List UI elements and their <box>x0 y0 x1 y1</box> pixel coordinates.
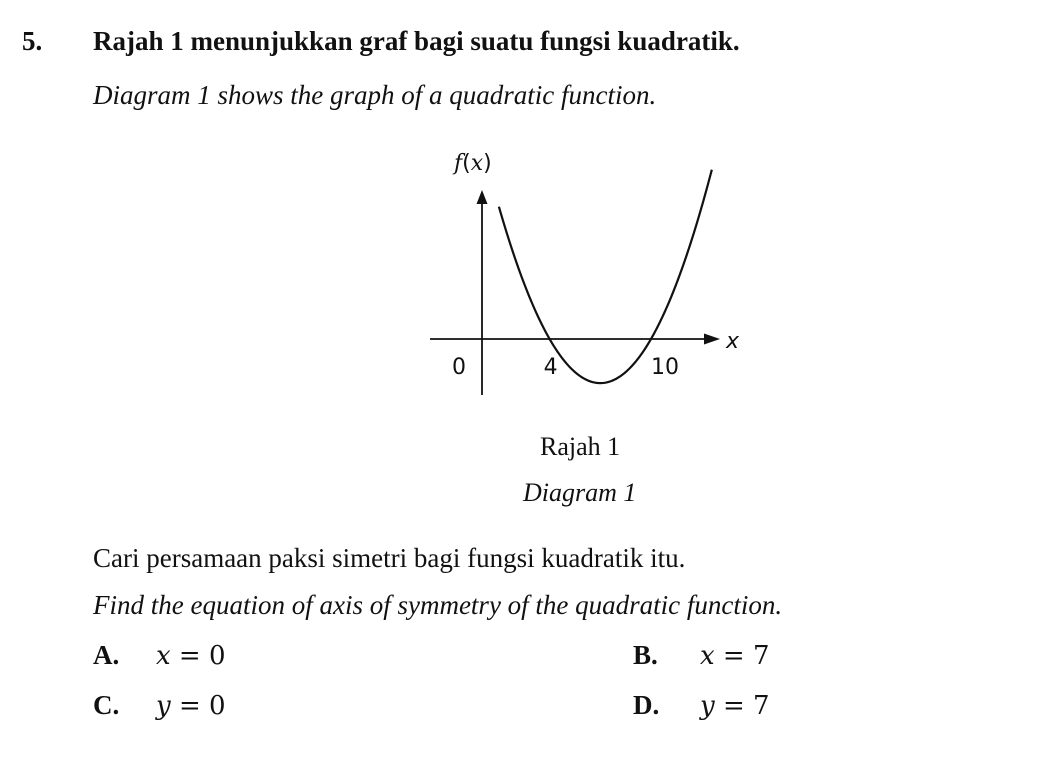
option-value: = 7 <box>714 641 770 671</box>
x-tick-label: 4 <box>543 355 558 380</box>
option-letter: A. <box>93 640 120 670</box>
quadratic-graph <box>420 140 760 410</box>
x-axis-label: x <box>726 329 740 354</box>
option-value: = 7 <box>714 691 770 721</box>
x-axis-arrow <box>704 334 720 345</box>
option-letter: C. <box>93 690 120 720</box>
y-axis-label: f(x) <box>454 151 492 176</box>
option-letter: B. <box>633 640 658 670</box>
option-b[interactable] <box>633 640 658 671</box>
option-c-expression <box>156 691 226 721</box>
question-number: 5. <box>22 26 43 56</box>
option-b-expression <box>700 641 770 671</box>
option-a-expression <box>156 641 226 671</box>
question-stem-english: Diagram 1 shows the graph of a quadratic function. <box>93 80 657 110</box>
option-variable: x <box>156 641 171 671</box>
option-variable: y <box>700 691 715 721</box>
task-malay: Cari persamaan paksi simetri bagi fungsi kuadratik itu. <box>93 543 686 573</box>
option-variable: y <box>156 691 171 721</box>
option-d[interactable] <box>633 690 659 721</box>
parabola-curve <box>499 170 712 383</box>
diagram-caption-english: Diagram 1 <box>523 478 637 507</box>
option-c[interactable] <box>93 690 119 721</box>
y-axis-arrow <box>477 190 488 204</box>
option-letter: D. <box>633 690 660 720</box>
option-value: = 0 <box>170 691 226 721</box>
diagram-caption-malay: Rajah 1 <box>540 432 621 461</box>
x-tick-label: 0 <box>452 355 466 380</box>
question-stem-malay: Rajah 1 menunjukkan graf bagi suatu fungsi kuadratik. <box>93 26 740 56</box>
option-variable: x <box>700 641 715 671</box>
task-english: Find the equation of axis of symmetry of the quadratic function. <box>93 590 783 620</box>
option-d-expression <box>700 691 770 721</box>
x-tick-label: 10 <box>651 355 679 380</box>
option-value: = 0 <box>170 641 226 671</box>
option-a[interactable] <box>93 640 119 671</box>
